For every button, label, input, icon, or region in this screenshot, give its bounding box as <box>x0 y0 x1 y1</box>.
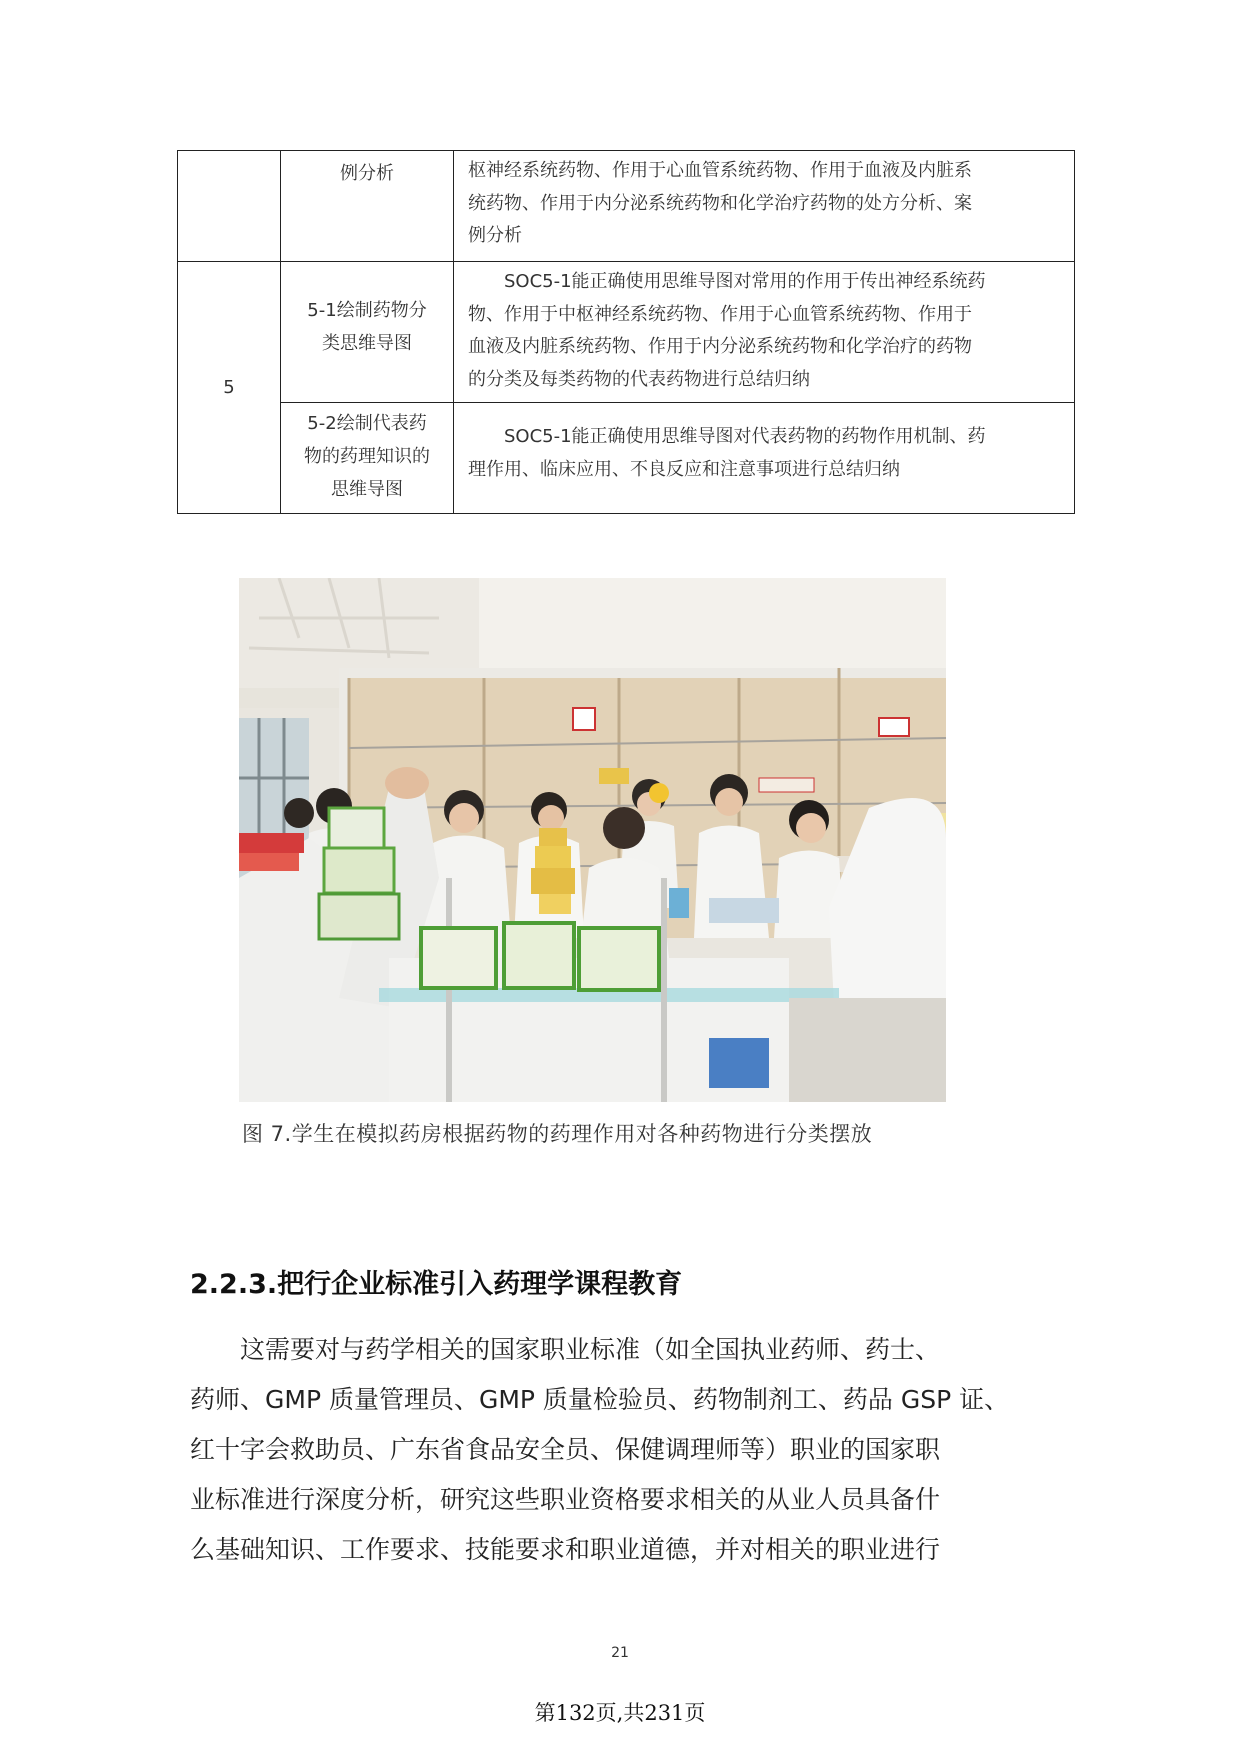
table-cell-title <box>281 151 454 262</box>
figure-caption: 图 7.学生在模拟药房根据药物的药理作用对各种药物进行分类摆放 <box>242 1122 873 1146</box>
cell-title-text: 类思维导图 <box>322 333 412 354</box>
description-line: 理作用、临床应用、不良反应和注意事项进行总结归纳 <box>468 458 900 480</box>
description-line: 例分析 <box>468 225 522 246</box>
page-number: 21 <box>611 1645 629 1661</box>
group-number: 5 <box>223 377 235 398</box>
description-line: 的分类及每类药物的代表药物进行总结归纳 <box>468 368 810 390</box>
table-cell-title <box>281 262 454 403</box>
body-paragraph <box>190 1325 1060 1575</box>
description-line: 统药物、作用于内分泌系统药物和化学治疗药物的处方分析、案 <box>468 192 972 214</box>
cell-title-text: 例分析 <box>340 163 394 184</box>
table-cell-title <box>281 403 454 514</box>
paragraph-line: 药师、GMP 质量管理员、GMP 质量检验员、药物制剂工、药品 GSP 证、 <box>190 1385 1010 1414</box>
description-line: 物、作用于中枢神经系统药物、作用于心血管系统药物、作用于 <box>468 303 972 325</box>
description-line: 血液及内脏系统药物、作用于内分泌系统药物和化学治疗的药物 <box>468 336 972 357</box>
table-cell-description <box>454 262 1075 403</box>
paragraph-line: 这需要对与药学相关的国家职业标准（如全国执业药师、药士、 <box>190 1335 941 1364</box>
page-count: 第132页,共231页 <box>534 1701 706 1725</box>
cell-title-text: 物的药理知识的 <box>304 446 430 467</box>
cell-title-text: 思维导图 <box>331 479 403 500</box>
description-line: SOC5-1能正确使用思维导图对代表药物的药物作用机制、药 <box>504 426 986 447</box>
table-cell-group-number <box>178 262 281 514</box>
table-row <box>178 403 1075 514</box>
paragraph-line: 么基础知识、工作要求、技能要求和职业道德，并对相关的职业进行 <box>190 1535 941 1564</box>
table-row <box>178 262 1075 403</box>
cell-title-text: 5-1绘制药物分 <box>307 300 427 321</box>
table-cell-description <box>454 403 1075 514</box>
pharmacy-classroom-photo <box>239 578 946 1102</box>
course-content-table <box>177 150 1075 514</box>
cell-title-text: 5-2绘制代表药 <box>307 413 427 434</box>
description-line: SOC5-1能正确使用思维导图对常用的作用于传出神经系统药 <box>504 271 986 292</box>
table-row <box>178 151 1075 262</box>
section-heading: 2.2.3.把行企业标准引入药理学课程教育 <box>190 1269 683 1300</box>
paragraph-line: 红十字会救助员、广东省食品安全员、保健调理师等）职业的国家职 <box>190 1435 941 1464</box>
table-cell-description <box>454 151 1075 262</box>
description-line: 枢神经系统药物、作用于心血管系统药物、作用于血液及内脏系 <box>468 160 972 181</box>
paragraph-line: 业标准进行深度分析，研究这些职业资格要求相关的从业人员具备什 <box>190 1485 941 1514</box>
table-cell-empty <box>178 151 281 262</box>
